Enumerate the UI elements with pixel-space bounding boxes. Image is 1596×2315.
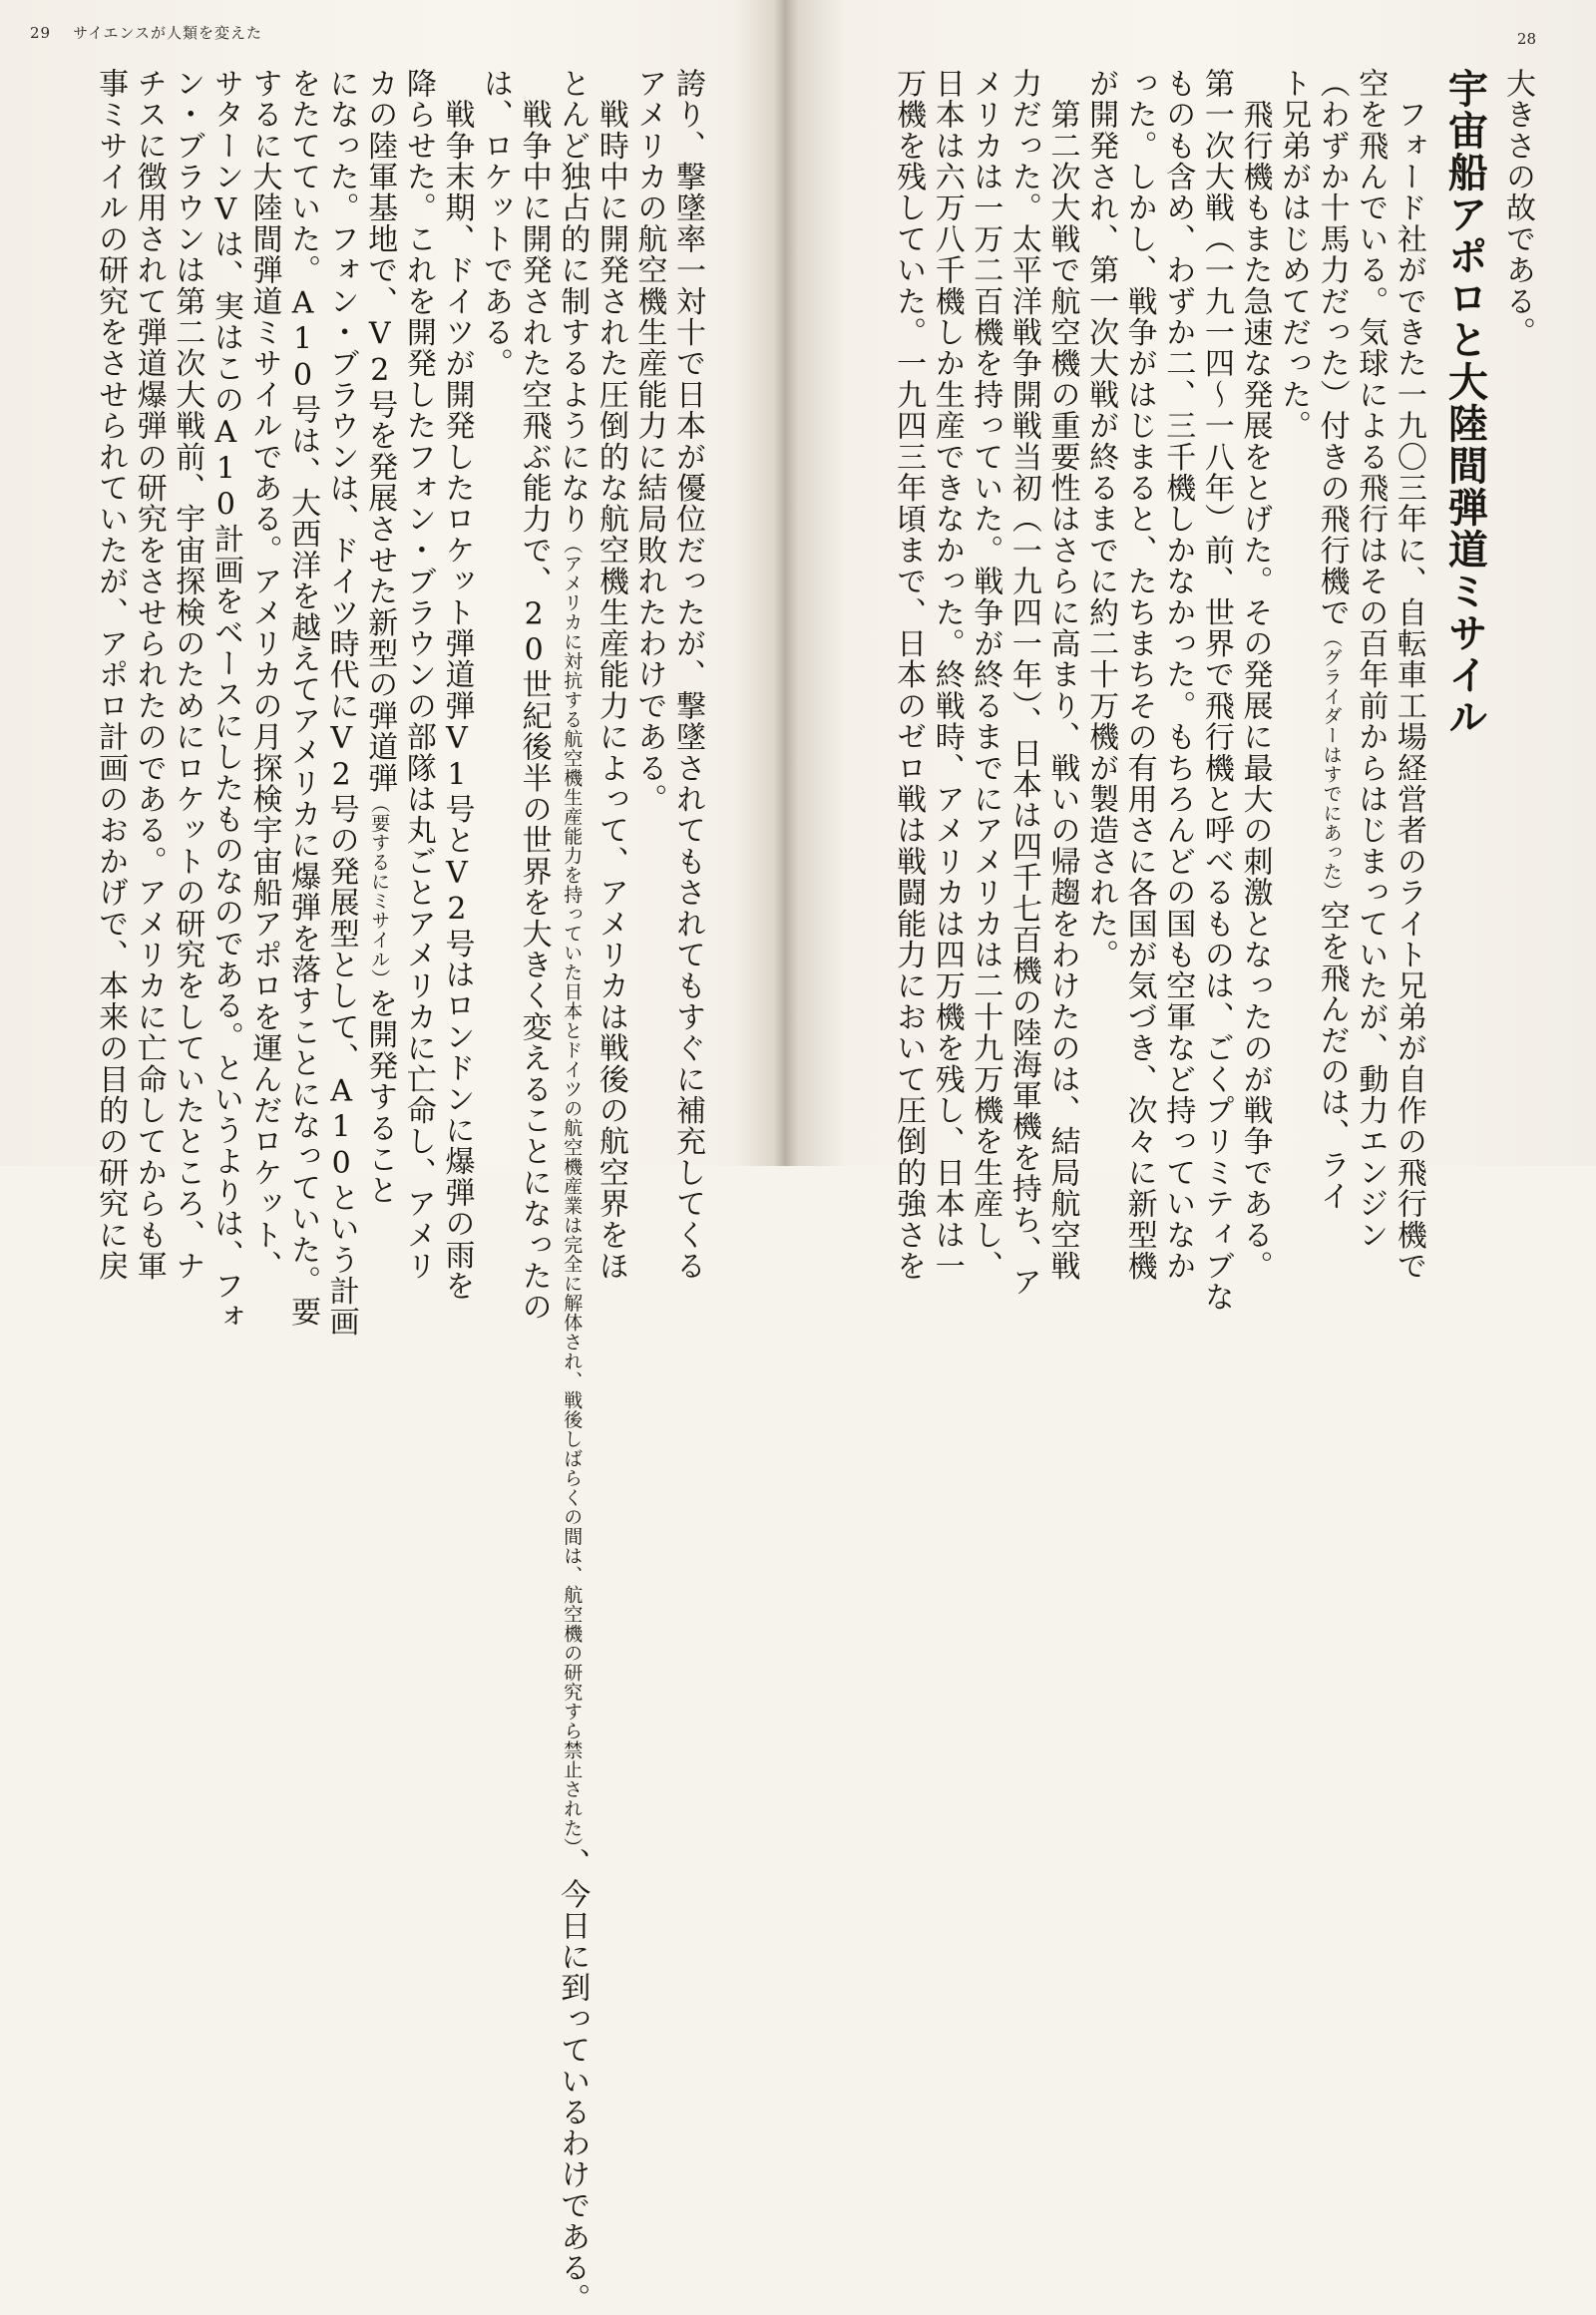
parenthetical-note: （要するにミサイル） (368, 793, 391, 988)
text-line: 日本は六万八千機しか生産できなかった。終戦時、アメリカは四万機を残し、日本は一 (929, 68, 965, 1282)
right-page (788, 0, 1596, 1313)
running-head-title: サイエンスが人類を変えた (73, 24, 262, 42)
text-line: ト兄弟がはじめてだった。 (1276, 68, 1312, 442)
text-line: サターンVは、実はこのA10計画をベースにしたものなのである。というよりは、フォ (207, 68, 243, 1333)
text-line: とんど独占的に制するようになり（アメリカに対抗する航空機生産能力を持っていた日本とドイツの航空機産業は完全に解体され、戦後しばらくの間は、航空機の研究すら禁止された）、今日に到っているわけである。 (555, 68, 591, 2315)
page-number-right: 28 (1516, 30, 1536, 48)
text-line: 戦争末期、ドイツが開発したロケット弾道弾V1号とV2号はロンドンに爆弾の雨を (439, 99, 475, 1302)
text-line: アメリカの航空機生産能力に結局敗れたわけである。 (631, 68, 667, 815)
text-line: った。しかし、戦争がはじまると、たちまちその有用さに各国が気づき、次々に新型機 (1121, 68, 1157, 1282)
text-line: をたてていた。A10号は、大西洋を越えてアメリカに爆弾を落すことになっていた。要 (285, 68, 321, 1328)
text-line: 第一次大戦（一九一四〜一八年）前、世界で飛行機と呼べるものは、ごくプリミティブな (1198, 68, 1234, 1313)
parenthetical-note: （アメリカに対抗する航空機生産能力を持っていた日本とドイツの航空機産業は完全に解体され、戦後しばらくの間は、航空機の研究すら禁止された） (561, 535, 584, 1848)
text-line: になった。フォン・ブラウンは、ドイツ時代にV2号の発展型として、A10という計画 (323, 68, 359, 1338)
text-line: 力だった。太平洋戦争開戦当初（一九四一年）、日本は四千七百機の陸海軍機を持ち、ア (1005, 68, 1041, 1298)
text-line: 万機を残していた。一九四三年頃まで、日本のゼロ戦は戦闘能力において圧倒的強さを (891, 68, 927, 1282)
text-line: ものも含め、わずか二、三千機しかなかった。もちろんどの国も空軍など持っていなか (1160, 68, 1196, 1282)
text-line: 空を飛んでいる。気球による飛行はその百年前からはじまっていたが、動力エンジン (1353, 68, 1389, 1251)
parenthetical-note: （グライダーはすでにあった） (1320, 627, 1343, 901)
text-line: するに大陸間弾道ミサイルである。アメリカの月探検宇宙船アポロを運んだロケット、 (246, 68, 282, 1282)
lead-line: 大きさの故である。 (1500, 68, 1535, 348)
text-line: 降らせた。これを開発したフォン・ブラウンの部隊は丸ごとアメリカに亡命し、アメリ (400, 68, 436, 1282)
text-line: （わずか十馬力だった）付きの飛行機で（グライダーはすでにあった）空を飛んだのは、ライ (1314, 68, 1350, 1212)
text-line: メリカは一万二百機を持っていた。戦争が終るまでにアメリカは二十九万機を生産し、 (968, 68, 1003, 1282)
right-body-text (793, 68, 1536, 1313)
left-body-text (8, 68, 706, 2315)
text-line: カの陸軍基地で、V2号を発展させた新型の弾道弾（要するにミサイル）を開発すること (362, 68, 398, 1207)
text-line: 戦争中に開発された空飛ぶ能力で、20世紀後半の世界を大きく変えることになったの (516, 99, 552, 1324)
text-line: 戦時中に開発された圧倒的な航空機生産能力によって、アメリカは戦後の航空界をほ (593, 99, 628, 1282)
text-line: は、ロケットである。 (478, 68, 514, 379)
running-header (30, 22, 262, 43)
text-line: 誇り、撃墜率一対十で日本が優位だったが、撃墜されてもされてもすぐに補充してくる (670, 68, 705, 1282)
text-line: が開発され、第一次大戦が終るまでに約二十万機が製造された。 (1083, 68, 1119, 970)
section-heading: 宇宙船アポロと大陸間弾道ミサイル (1441, 68, 1488, 738)
page-number-left: 29 (30, 24, 52, 42)
text-line: 飛行機もまた急速な発展をとげた。その発展に最大の刺激となったのが戦争である。 (1237, 99, 1273, 1282)
text-line: フォード社ができた一九〇三年に、自転車工場経営者のライト兄弟が自作の飛行機で (1391, 99, 1426, 1282)
text-line: 事ミサイルの研究をさせられていたが、アポロ計画のおかげで、本来の目的の研究に戻 (93, 68, 129, 1282)
text-line: 第二次大戦で航空機の重要性はさらに高まり、戦いの帰趨をわけたのは、結局航空戦 (1044, 99, 1080, 1282)
text-line: ン・ブラウンは第二次大戦前、宇宙探検のためにロケットの研究をしていたところ、ナ (170, 68, 205, 1282)
left-page (0, 0, 788, 2315)
text-line: チスに徴用されて弾道爆弾の研究をさせられたのである。アメリカに亡命してからも軍 (131, 68, 167, 1282)
